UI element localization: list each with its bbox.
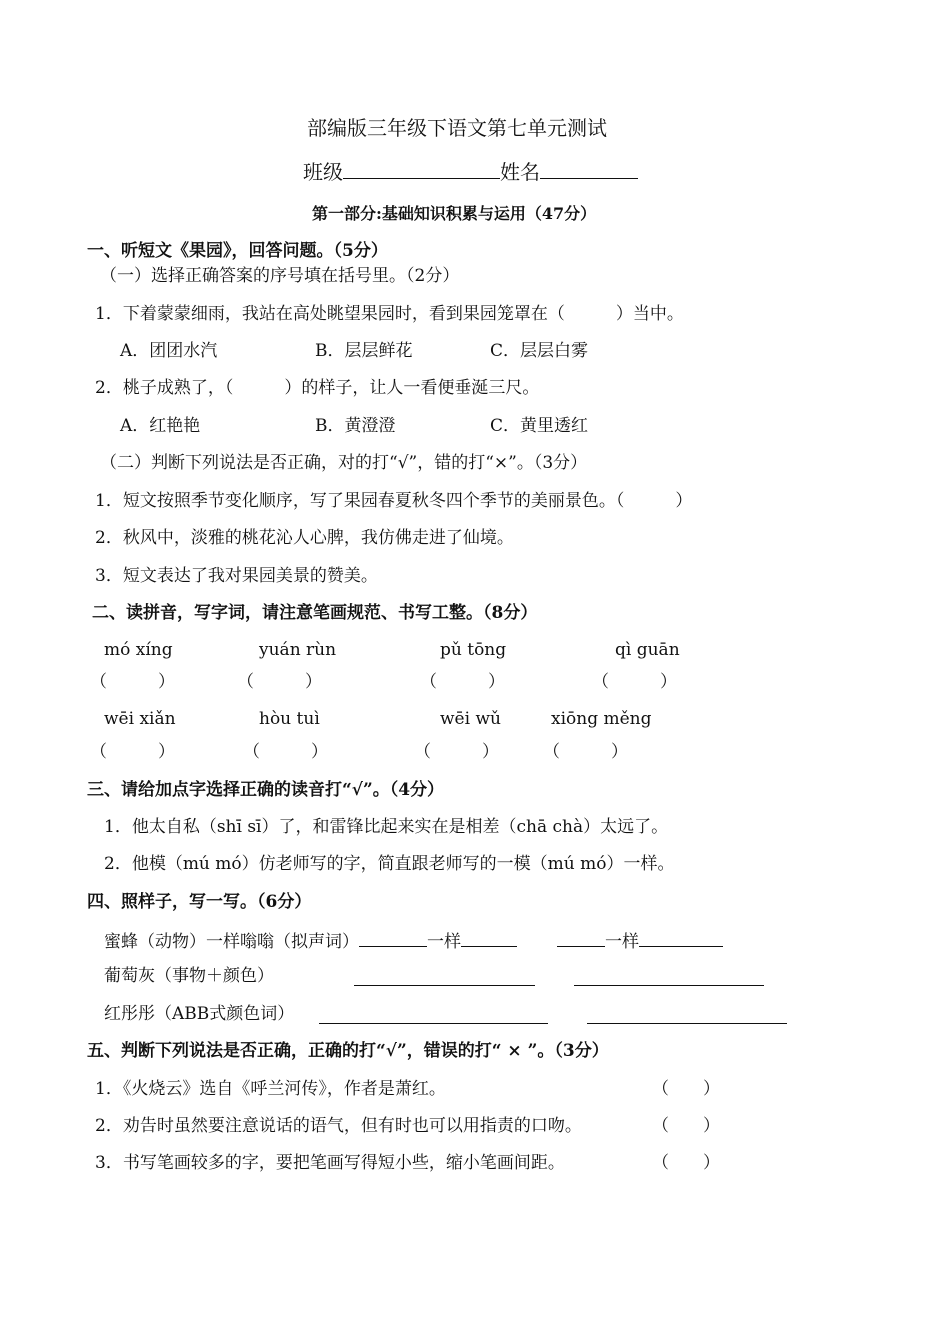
s1-q1-option-a: A．团团水汽: [120, 341, 218, 361]
s3-heading: 三、请给加点字选择正确的读音打“√”。（4分）: [87, 780, 445, 800]
s4-row3-blank-2[interactable]: [587, 1005, 787, 1024]
s4-row2-blank-1[interactable]: [354, 967, 535, 986]
s1-q2-option-c: C．黄里透红: [490, 416, 589, 436]
s2-heading: 二、读拼音，写字词，请注意笔画规范、书写工整。（8分）: [92, 603, 538, 623]
answer-blank-1[interactable]: （ ）: [90, 672, 175, 692]
s5-q2: 2．劝告时虽然要注意说话的语气，但有时也可以用指责的口吻。: [95, 1116, 582, 1136]
name-field[interactable]: [540, 160, 638, 179]
pinyin-3: pǔ tōng: [440, 640, 507, 660]
s1-judge-1: 1．短文按照季节变化顺序，写了果园春夏秋冬四个季节的美丽景色。（ ）: [95, 491, 693, 511]
s1-heading: 一、听短文《果园》，回答问题。（5分）: [87, 241, 388, 261]
s4-heading: 四、照样子，写一写。（6分）: [87, 892, 312, 912]
part1-heading: 第一部分:基础知识积累与运用（47分）: [312, 204, 597, 223]
pinyin-1: mó xíng: [104, 640, 173, 660]
answer-blank-6[interactable]: （ ）: [243, 742, 328, 762]
s4-row1-yiyang-2: 一样: [605, 932, 639, 952]
s5-q3-answer[interactable]: （ ）: [652, 1153, 720, 1173]
s1-sub2: （二）判断下列说法是否正确，对的打“√”，错的打“×”。（3分）: [100, 453, 588, 473]
page-title: 部编版三年级下语文第七单元测试: [307, 116, 607, 140]
s4-row2-label: 葡萄灰（事物＋颜色）: [104, 966, 274, 986]
s1-judge-2: 2．秋风中，淡雅的桃花沁人心脾，我仿佛走进了仙境。: [95, 528, 514, 548]
s4-row1-label: 蜜蜂（动物）一样嗡嗡（拟声词）: [104, 932, 359, 952]
s5-q3: 3．书写笔画较多的字，要把笔画写得短小些，缩小笔画间距。: [95, 1153, 565, 1173]
s4-row1-blank-2[interactable]: [461, 928, 517, 947]
s3-q1: 1．他太自私（shī sī）了，和雷锋比起来实在是相差（chā chà）太远了。: [104, 817, 669, 837]
s4-row1-blank-4[interactable]: [639, 928, 723, 947]
s1-q1: 1．下着蒙蒙细雨，我站在高处眺望果园时，看到果园笼罩在（ ）当中。: [95, 304, 684, 324]
answer-blank-2[interactable]: （ ）: [237, 672, 322, 692]
name-label: 姓名: [500, 160, 540, 184]
s4-row3-label: 红彤彤（ABB式颜色词）: [104, 1004, 295, 1024]
s5-q2-answer[interactable]: （ ）: [652, 1116, 720, 1136]
answer-blank-3[interactable]: （ ）: [420, 672, 505, 692]
s4-row3-blank-1[interactable]: [319, 1005, 548, 1024]
s1-q1-option-c: C．层层白雾: [490, 341, 589, 361]
class-label: 班级: [303, 160, 343, 184]
pinyin-4: qì guān: [615, 640, 680, 660]
answer-blank-4[interactable]: （ ）: [592, 672, 677, 692]
pinyin-7: wēi wǔ: [440, 709, 501, 729]
s4-row1-blank-3[interactable]: [557, 928, 605, 947]
pinyin-8: xiōng měng: [551, 709, 652, 729]
s4-row2-blank-2[interactable]: [574, 967, 764, 986]
answer-blank-8[interactable]: （ ）: [543, 742, 628, 762]
pinyin-5: wēi xiǎn: [104, 709, 176, 729]
s1-q2-option-b: B．黄澄澄: [315, 416, 396, 436]
pinyin-6: hòu tuì: [259, 709, 320, 729]
s5-heading: 五、判断下列说法是否正确，正确的打“√”，错误的打“ × ”。（3分）: [87, 1041, 609, 1061]
s4-row1-blank-1[interactable]: [359, 928, 427, 947]
s5-q1: 1．《火烧云》选自《呼兰河传》，作者是萧红。: [95, 1079, 446, 1099]
s1-q2-option-a: A．红艳艳: [120, 416, 201, 436]
s3-q2: 2．他模（mú mó）仿老师写的字，简直跟老师写的一模（mú mó）一样。: [104, 854, 675, 874]
s5-q1-answer[interactable]: （ ）: [652, 1079, 720, 1099]
class-field[interactable]: [343, 160, 500, 179]
answer-blank-5[interactable]: （ ）: [90, 742, 175, 762]
s1-judge-3: 3．短文表达了我对果园美景的赞美。: [95, 566, 378, 586]
s1-sub1: （一）选择正确答案的序号填在括号里。（2分）: [100, 266, 460, 286]
answer-blank-7[interactable]: （ ）: [414, 742, 499, 762]
s4-row1-yiyang-1: 一样: [427, 932, 461, 952]
s1-q2: 2．桃子成熟了，（ ）的样子，让人一看便垂涎三尺。: [95, 378, 540, 398]
pinyin-2: yuán rùn: [259, 640, 337, 660]
s4-row-1: [104, 928, 723, 953]
s1-q1-option-b: B．层层鲜花: [315, 341, 413, 361]
class-name-line: [303, 160, 638, 183]
